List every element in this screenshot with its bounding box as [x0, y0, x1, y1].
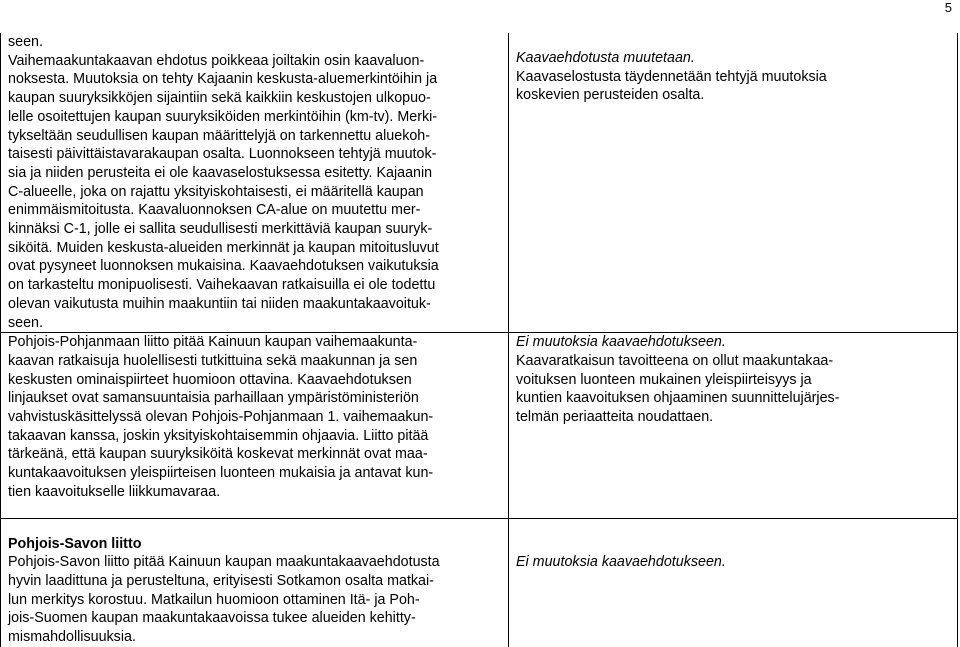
text-line: lelle osoitettujen kaupan suuryksiköiden merkintöihin (km-tv). Merki-	[8, 108, 438, 125]
section-heading: Pohjois-Savon liitto	[8, 535, 142, 552]
text-line: Pohjois-Pohjanmaan liitto pitää Kainuun kaupan vaihemaakunta-	[8, 334, 418, 351]
response-cell	[509, 518, 958, 647]
text-line: Kaavaselostusta täydennetään tehtyjä muutoksia	[516, 68, 827, 85]
text-line: kinnäksi C-1, jolle ei sallita seudullisesti merkittäviä kaupan suuryk-	[8, 221, 433, 238]
text-line: ovat pysyneet luonnoksen mukaisina. Kaavaehdotuksen vaikutuksia	[8, 258, 439, 275]
text-line: kaavan ratkaisuja huolellisesti tutkittuina sekä maakunnan ja sen	[8, 352, 418, 369]
table-row	[1, 333, 958, 518]
decision-text: Ei muutoksia kaavaehdotukseen.	[516, 553, 726, 570]
text-line: mismahdollisuuksia.	[8, 629, 136, 646]
text-line: tärkeänä, että kaupan suuryksiköitä koskevat merkinnät ovat maa-	[8, 446, 428, 463]
comment-cell	[1, 518, 509, 647]
spacer	[8, 502, 504, 518]
table-row	[1, 33, 958, 333]
text-line: enimmäismitoitusta. Kaavaluonnoksen CA-alue on muutettu mer-	[8, 202, 421, 219]
text-line: jois-Suomen kaupan maakuntakaavoissa tukee alueiden kehitty-	[8, 610, 416, 627]
decision-text: Kaavaehdotusta muutetaan.	[516, 50, 695, 66]
text-line: kaupan suuryksikköjen sijaintiin sekä kaikkiin keskustojen ulkopuo-	[8, 90, 431, 107]
text-line: Pohjois-Savon liitto pitää Kainuun kaupan maakuntakaavaehdotusta	[8, 554, 440, 571]
text-line: keskusten ominaispiirteet huomioon ottavina. Kaavaehdotuksen	[8, 371, 412, 388]
comment-cell	[1, 33, 509, 333]
text-line: noksesta. Muutoksia on tehty Kajaanin keskusta-aluemerkintöihin ja	[8, 71, 438, 88]
text-line: koskevien perusteiden osalta.	[516, 87, 705, 104]
comment-response-table	[0, 33, 958, 647]
text-line: Kaavaratkaisun tavoitteena on ollut maakuntakaa-	[516, 352, 834, 369]
response-cell	[509, 33, 958, 333]
text-line: C-alueelle, joka on rajattu yksityiskohtaisesti, ei määritellä kaupan	[8, 183, 424, 200]
text-line: takaavan kanssa, joskin yksityiskohtaisemmin ohjaavia. Liitto pitää	[8, 427, 429, 444]
text-line: olevan vaikutusta muihin maakuntiin tai niiden maakuntakaavoituk-	[8, 295, 431, 312]
text-line: kuntien kaavoituksen ohjaaminen suunnittelujärjes-	[516, 390, 840, 407]
decision-text: Ei muutoksia kaavaehdotukseen.	[516, 334, 726, 351]
text-line: tien kaavoitukselle liikkumavaraa.	[8, 483, 221, 500]
text-line: vahvistuskäsittelyssä olevan Pohjois-Pohjanmaan 1. vaihemaakun-	[8, 409, 434, 426]
text-line: linjaukset ovat samansuuntaisia parhaillaan ympäristöministeriön	[8, 390, 419, 407]
text-line: seen.	[8, 314, 43, 331]
table-row	[1, 518, 958, 647]
text-line: seen.	[8, 34, 43, 50]
comment-cell	[1, 333, 509, 518]
text-line: Vaihemaakuntakaavan ehdotus poikkeaa joiltakin osin kaavaluon-	[8, 52, 425, 69]
text-line: tykseltään seudullisen kaupan määrittelyjä on tarkennettu aluekoh-	[8, 127, 431, 144]
text-line: telmän periaatteita noudattaen.	[516, 409, 714, 426]
text-line: on tarkasteltu monipuolisesti. Vaihekaavan ratkaisuilla ei ole todettu	[8, 277, 436, 294]
comment-text	[8, 33, 504, 332]
text-line: kuntakaavoituksen yleispiirteisen luonteen mukaisia ja antavat kun-	[8, 465, 434, 482]
text-line: taisesti päivittäistavarakaupan osalta. Luonnokseen tehtyjä muutok-	[8, 146, 437, 163]
text-line: voituksen luonteen mukainen yleispiirteisyys ja	[516, 371, 812, 388]
text-line: siköitä. Muiden keskusta-alueiden merkinnät ja kaupan mitoitusluvut	[8, 239, 439, 256]
response-cell	[509, 333, 958, 518]
text-line: sia ja niiden perusteita ei ole kaavaselostuksessa esitetty. Kajaanin	[8, 164, 433, 181]
text-line: lun merkitys korostuu. Matkailun huomioon ottaminen Itä- ja Poh-	[8, 591, 420, 608]
text-line: hyvin laadittuna ja perusteltuna, erityisesti Sotkamon osalta matkai-	[8, 572, 434, 589]
page-number: 5	[944, 0, 952, 15]
